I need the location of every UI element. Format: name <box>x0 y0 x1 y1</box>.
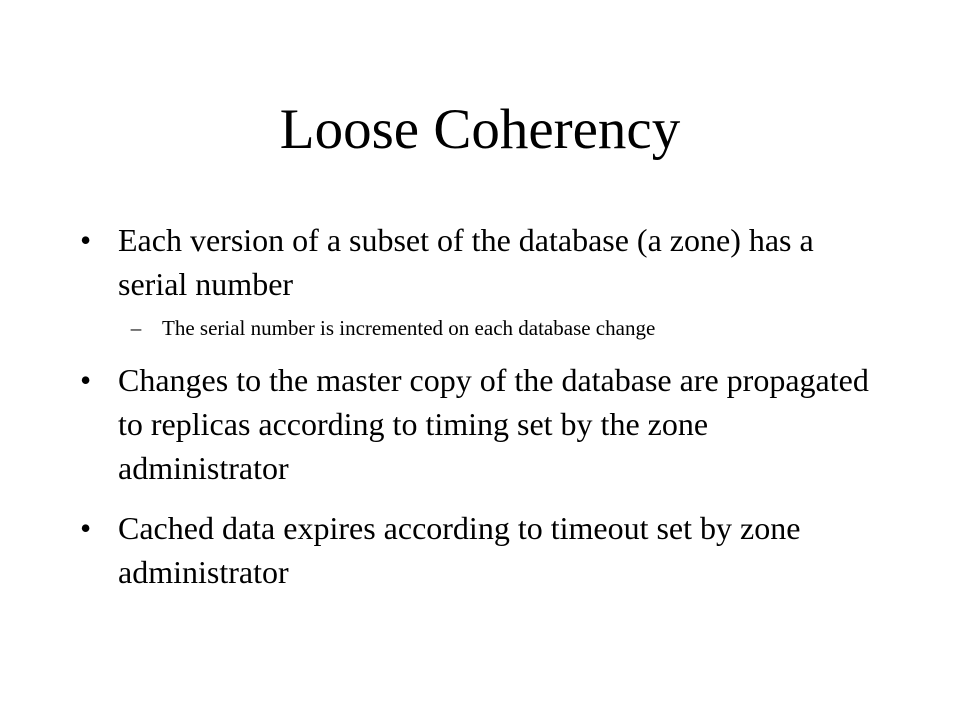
bullet-item <box>80 506 880 594</box>
bullet-text: Cached data expires according to timeout set by zone administrator <box>118 510 801 590</box>
dash-icon: – <box>130 316 142 340</box>
bullet-icon: • <box>80 222 92 258</box>
bullet-list <box>80 218 880 610</box>
slide-title: Loose Coherency <box>279 98 681 161</box>
bullet-icon: • <box>80 510 92 546</box>
sub-bullet-list <box>118 314 880 342</box>
bullet-item <box>80 358 880 490</box>
sub-bullet-text: The serial number is incremented on each database change <box>162 316 656 340</box>
bullet-item <box>80 218 880 342</box>
sub-bullet-item <box>118 314 880 342</box>
bullet-icon: • <box>80 362 92 398</box>
bullet-text: Changes to the master copy of the database are propagated to replicas according to timing set by the zone administrator <box>118 362 869 486</box>
bullet-text: Each version of a subset of the database (a zone) has a serial number <box>118 222 814 302</box>
